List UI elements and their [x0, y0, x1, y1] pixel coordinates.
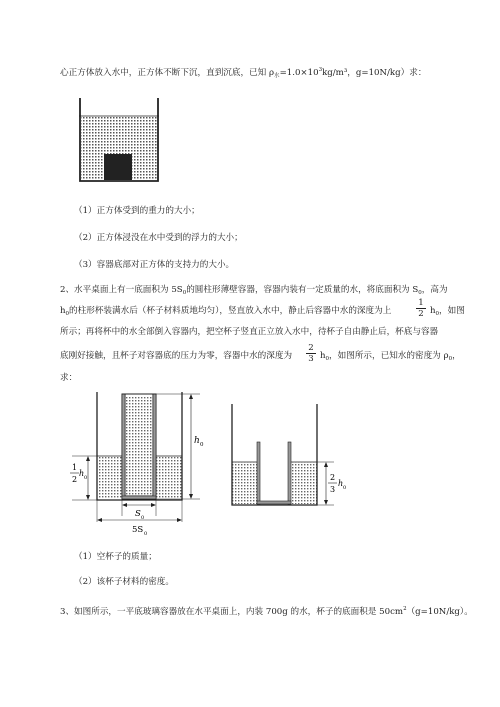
q2-line4-sub: 0: [325, 356, 330, 362]
q2-label-h0-sub: 0: [200, 442, 204, 448]
q1-figure-container: [74, 96, 164, 188]
frac-two3-num: 2: [306, 343, 316, 354]
q1-cube: [104, 154, 132, 180]
q3-line: [60, 603, 473, 618]
q2-line2-a: h: [60, 306, 66, 316]
q2-item-2: （2）该杯子材料的密度。: [74, 577, 174, 587]
frac-half-num: 1: [416, 298, 426, 309]
q2-line2-c: h: [430, 306, 436, 316]
q2-label-half-sub: 0: [84, 475, 88, 481]
q2-label-half-den: 2: [72, 475, 78, 484]
q2-right-cup-bottom: [257, 501, 291, 504]
q1-item-1: （1）正方体受到的重力的大小；: [74, 206, 200, 216]
q2-label-h0: h: [194, 436, 200, 446]
q2-line2-b: 的柱形杯装满水后（杯子材料质地均匀），竖直放入水中，静止后容器中水的深度为上: [69, 306, 392, 316]
q2-line1-b: 的圆柱形薄壁容器，容器内装有一定质量的水，将底面积为 S: [186, 285, 419, 295]
q2-line2-sub: 0: [65, 311, 70, 317]
q2-label-two3-num: 2: [330, 473, 336, 482]
q3-text-b: （g=10N/kg）。: [406, 607, 473, 617]
q2-line-2b: [430, 305, 465, 320]
q1-intro-line: [60, 64, 426, 82]
q1-intro-sup: 3: [318, 67, 323, 73]
q2-item-1: （1）空杯子的质量；: [74, 552, 157, 562]
q2-line1-a: 2、水平桌面上有一底面积为 5S: [60, 285, 183, 295]
q2-label-two3-h: h: [338, 479, 344, 488]
q2-line2-sub2: 0: [435, 311, 440, 317]
q2-left-cup-water: [125, 397, 153, 497]
q1-intro-end: kg/m³，g=10N/kg）求：: [322, 68, 427, 78]
q2-figure-right: [226, 404, 356, 524]
q2-line2-d: ，如图: [439, 306, 465, 316]
q1-intro-mid: =1.0×10: [279, 68, 319, 78]
q2-label-two3-den: 3: [330, 485, 336, 494]
q2-line4-sub2: 0: [448, 356, 453, 362]
q1-intro-text: 心正方体放入水中，正方体不断下沉，直到沉底，已知 ρ: [60, 68, 275, 78]
q2-line-1: [60, 284, 448, 299]
q2-line4-b: h: [320, 351, 326, 361]
q2-right-cup-right-wall: [288, 442, 291, 504]
q2-label-5s0: 5S: [132, 525, 144, 535]
q2-fraction-half: [416, 298, 426, 319]
q2-line-2a: [60, 305, 391, 320]
q3-text-sup: 2: [403, 606, 407, 612]
q2-line1-c: ，高为: [421, 285, 448, 295]
q2-label-5s0-sub: 0: [144, 531, 148, 536]
q2-label-half-num: 1: [72, 463, 78, 472]
q2-label-half-h: h: [79, 469, 85, 478]
q2-line-4a: [60, 350, 292, 362]
q2-line1-sub: 0: [182, 290, 187, 296]
q2-line1-sub2: 0: [418, 290, 422, 296]
q3-text-a: 3、如图所示，一平底玻璃容器放在水平桌面上，内装 700g 的水，杯子的底面积是 50cm: [60, 607, 404, 617]
q2-right-cup-left-wall: [257, 442, 260, 504]
q2-line-3: 所示；再将杯中的水全部倒入容器内，把空杯子竖直正立放入水中，待杯子自由静止后，杯底与容器: [60, 327, 439, 337]
q2-line4-c: ，如图所示，已知水的密度为 ρ: [329, 351, 449, 361]
q2-line4-a: 底刚好接触，且杯子对容器底的压力为零，容器中水的深度为: [60, 351, 293, 361]
frac-two3-den: 3: [308, 354, 314, 364]
q2-fraction-two-thirds: [306, 343, 316, 364]
q2-label-two3-sub: 0: [343, 485, 347, 491]
q2-label-s0: S: [135, 509, 141, 519]
q2-label-s0-sub: 0: [141, 515, 145, 521]
frac-half-den: 2: [418, 309, 424, 319]
q2-line-4b: [320, 350, 461, 365]
q2-figure-left: [66, 388, 226, 536]
q2-line-5: 求：: [60, 373, 78, 383]
q1-item-3: （3）容器底部对正方体的支持力的大小。: [74, 260, 235, 270]
rho-subscript: 水: [274, 73, 280, 79]
q1-item-2: （2）正方体浸没在水中受到的浮力的大小；: [74, 233, 243, 243]
q2-line4-d: ，: [452, 351, 461, 361]
